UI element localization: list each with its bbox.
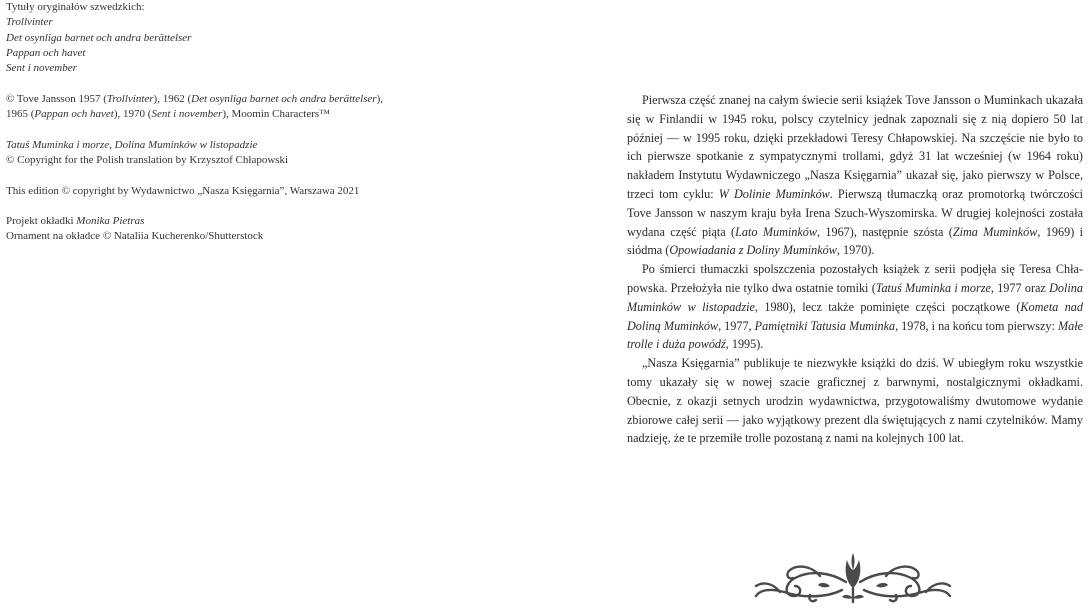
author-copyright-block bbox=[6, 92, 526, 123]
edition-block bbox=[6, 184, 526, 199]
foreword bbox=[627, 91, 1083, 448]
original-titles-heading: Tytuły oryginałów szwedzkich: bbox=[6, 1, 145, 13]
original-title-item: Sent i november bbox=[6, 62, 77, 75]
original-title-item: Pappan och havet bbox=[6, 46, 86, 59]
polish-titles: Tatuś Muminka i morze, Dolina Muminków w listopadzie bbox=[6, 138, 258, 151]
foreword-paragraph: „Nasza Księgarnia” publikuje te niezwykłe książki do dziś. W ubiegłym roku wszystkie tomy ukazały się w nowej szacie graficznej z barwnymi, nostalgicznymi okładkami. Obecnie, z okazji setnych urodzin wydawnictwa, przygotowaliśmy dwutomowe wydanie zbiorowe całej serii — jako wyjątkowy prezent dla świętujących z nami czytelników. Mamy nadzieję, że te przemiłe trolle pozostaną z nami na kolejnych 100 lat. bbox=[627, 356, 1083, 446]
translation-copyright: © Copyright for the Polish translation by Krzysztof Chłapowski bbox=[6, 153, 289, 166]
edition-copyright: This edition © copyright by Wydawnictwo „Nasza Księgarnia”, Warszawa 2021 bbox=[6, 184, 360, 197]
floral-ornament-icon bbox=[750, 548, 956, 604]
credits-block bbox=[6, 214, 526, 245]
author-copyright-line: 1965 (Pappan och havet), 1970 (Sent i november), Moomin Characters™ bbox=[6, 108, 330, 121]
foreword-paragraph: Po śmierci tłumaczki spolszczenia pozostałych książek z serii podjęła się Teresa Chłapowska. Przełożyła nie tylko dwa ostatnie tomiki (Tatuś Muminka i morze, 1977 oraz Dolina Muminków w listopadzie, 1980), lecz także pominięte części początkowe (Kometa nad Doliną Muminków, 1977, Pamiętniki Tatusia Muminka, 1978, i na końcu tom pierwszy: Małe trolle i duża powódź, 1995). bbox=[627, 262, 1084, 352]
colophon bbox=[6, 0, 526, 245]
original-title-item: Det osynliga barnet och andra berättelser bbox=[6, 31, 192, 44]
original-title-item: Trollvinter bbox=[6, 16, 53, 29]
ornament-credit: Ornament na okładce © Nataliia Kucherenko/Shutterstock bbox=[6, 230, 264, 243]
author-copyright-line: © Tove Jansson 1957 (Trollvinter), 1962 (Det osynliga barnet och andra berättelser), bbox=[6, 92, 383, 105]
original-titles-block bbox=[6, 0, 526, 76]
foreword-paragraph: Pierwsza część znanej na całym świecie serii książek Tove Jansson o Muminkach ukazała się w Finlandii w 1945 roku, polscy czytelnicy jednak zapoznali się z nią dopiero 50 lat później — w 1995 roku, dzięki przekładowi Teresy Chłapowskiej. Na szczęście nie było to ich pierwsze spotkanie z sympatycznymi trollami, gdyż 31 lat wcześniej (w 1964 roku) nakładem Instytutu Wydawniczego „Nasza Księgarnia” ukazał się, jako pierwszy w Polsce, trzeci tom cyklu: W Dolinie Muminków. Pierwszą tłumaczką oraz promotorką twórczości Tove Jansson w naszym kraju była Irena Szuch-Wyszomirska. W drugiej kolejności została wydana część piąta (Lato Muminków, 1967), następnie szósta (Zima Muminków, 1969) i siódma (Opowiadania z Doliny Muminków, 1970). bbox=[627, 93, 1083, 258]
translation-block bbox=[6, 138, 526, 169]
cover-design-credit: Projekt okładki Monika Pietras bbox=[6, 215, 145, 228]
